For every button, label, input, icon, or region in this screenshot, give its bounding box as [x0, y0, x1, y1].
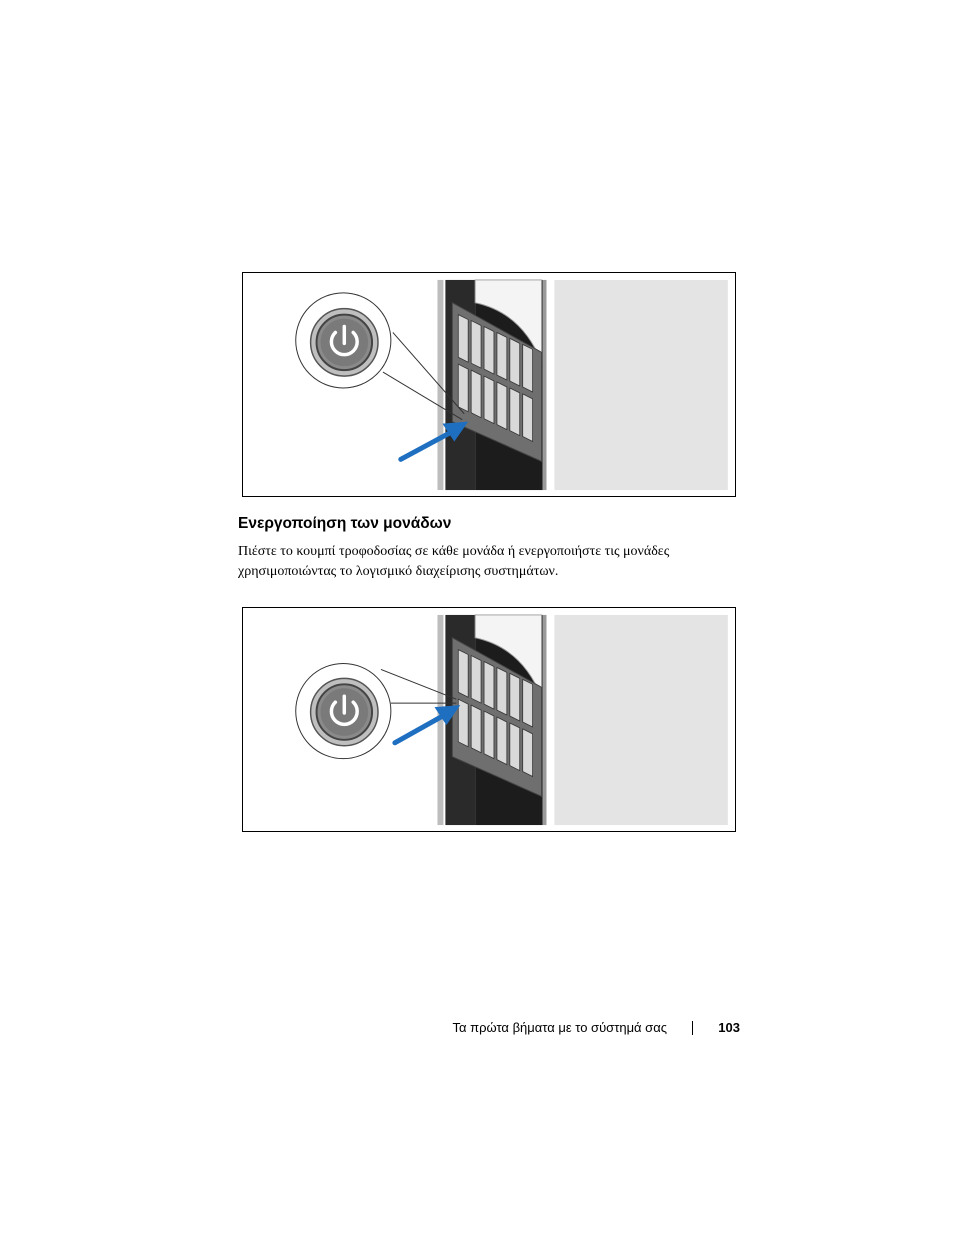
power-icon [311, 678, 378, 745]
enclosure-power-figure [242, 272, 736, 497]
section-heading: Ενεργοποίηση των μονάδων [238, 515, 452, 532]
page-number: 103 [718, 1020, 740, 1035]
blade-power-figure [242, 607, 736, 832]
footer-separator [692, 1021, 693, 1035]
rack-rail-right [543, 615, 547, 825]
gray-panel [554, 615, 727, 825]
body-paragraph [238, 542, 738, 582]
body-line-1: Πιέστε το κουμπί τροφοδοσίας σε κάθε μονάδα ή ενεργοποιήστε τις μονάδες [238, 544, 670, 559]
blade-illustration [243, 608, 735, 831]
page-footer [400, 1018, 740, 1038]
enclosure-illustration [243, 273, 735, 496]
callout-line [381, 669, 456, 699]
power-icon [311, 309, 378, 376]
body-line-2: χρησιμοποιώντας το λογισμικό διαχείρισης συστημάτων. [238, 564, 559, 579]
rack-rail-right [543, 280, 547, 490]
footer-chapter-title: Τα πρώτα βήματα με το σύστημά σας [452, 1020, 667, 1035]
gray-panel [554, 280, 727, 490]
